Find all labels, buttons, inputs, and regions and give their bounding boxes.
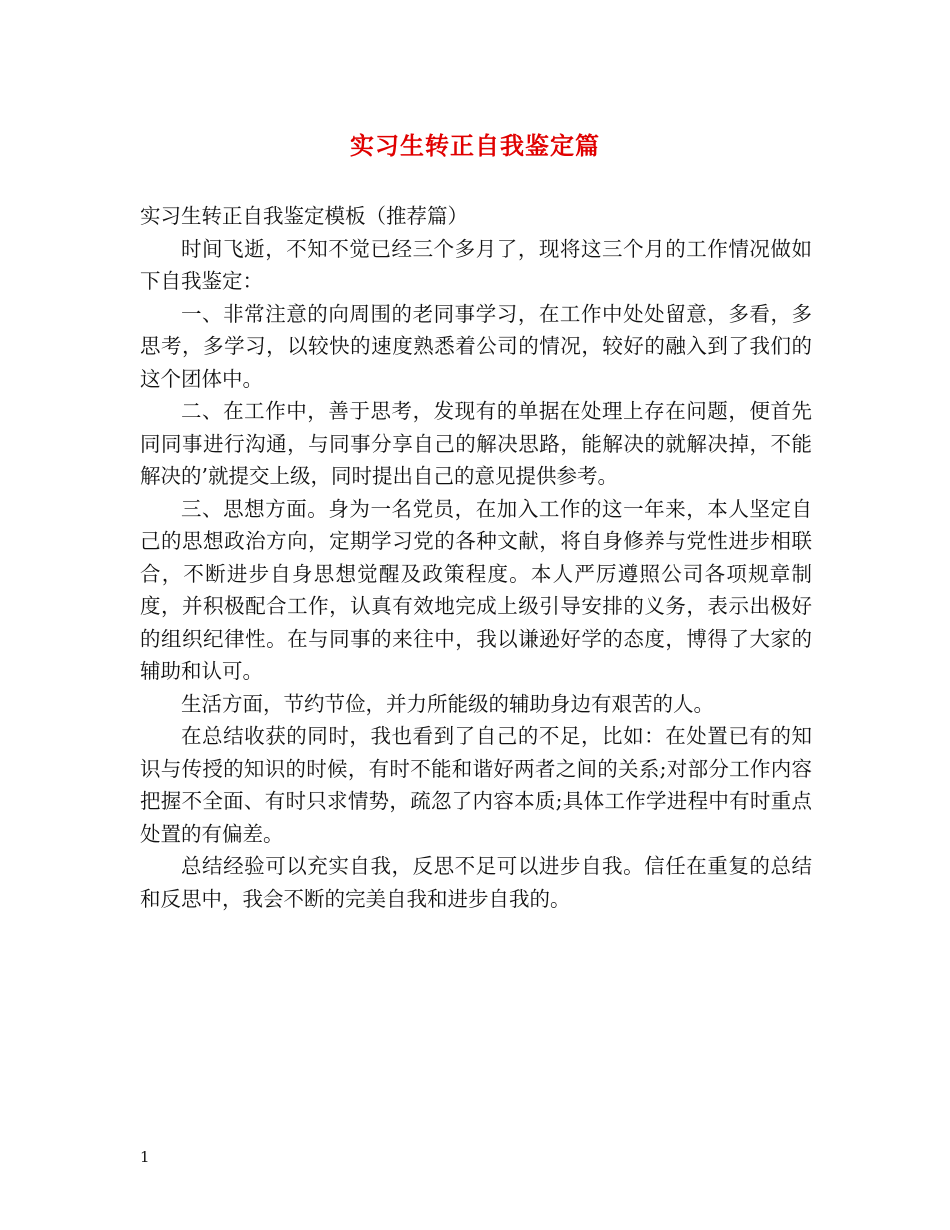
document-subtitle: 实习生转正自我鉴定模板（推荐篇）	[140, 204, 468, 228]
paragraph-shortcomings: 在总结收获的同时，我也看到了自己的不足，比如：在处置已有的知识与传授的知识的时候，有时不能和谐好两者之间的关系;对部分工作内容把握不全面、有时只求情势，疏忽了内容本质;具体工作学进程中有时重点处置的有偏差。	[140, 724, 812, 846]
paragraph-intro: 时间飞逝，不知不觉已经三个多月了，现将这三个月的工作情况做如下自我鉴定：	[140, 236, 812, 293]
document-title: 实习生转正自我鉴定篇	[350, 131, 600, 160]
paragraph-life: 生活方面，节约节俭，并力所能级的辅助身边有艰苦的人。	[181, 691, 714, 716]
paragraph-item-1: 一、非常注意的向周围的老同事学习，在工作中处处留意，多看，多思考，多学习，以较快的速度熟悉着公司的情况，较好的融入到了我们的这个团体中。	[140, 301, 812, 391]
paragraph-item-3: 三、思想方面。身为一名党员，在加入工作的这一年来，本人坚定自己的思想政治方向，定期学习党的各种文献，将自身修养与党性进步相联合，不断进步自身思想觉醒及政策程度。本人严厉遵照公司各项规章制度，并积极配合工作，认真有效地完成上级引导安排的义务，表示出极好的组织纪律性。在与同事的来往中，我以谦逊好学的态度，博得了大家的辅助和认可。	[140, 496, 812, 683]
paragraph-item-2: 二、在工作中，善于思考，发现有的单据在处理上存在问题，便首先同同事进行沟通，与同事分享自己的解决思路，能解决的就解决掉，不能解决的’就提交上级，同时提出自己的意见提供参考。	[140, 399, 812, 488]
page-number: 1	[140, 1148, 150, 1166]
document-body	[140, 200, 812, 915]
paragraph-conclusion: 总结经验可以充实自我，反思不足可以进步自我。信任在重复的总结和反思中，我会不断的完美自我和进步自我的。	[140, 854, 812, 911]
